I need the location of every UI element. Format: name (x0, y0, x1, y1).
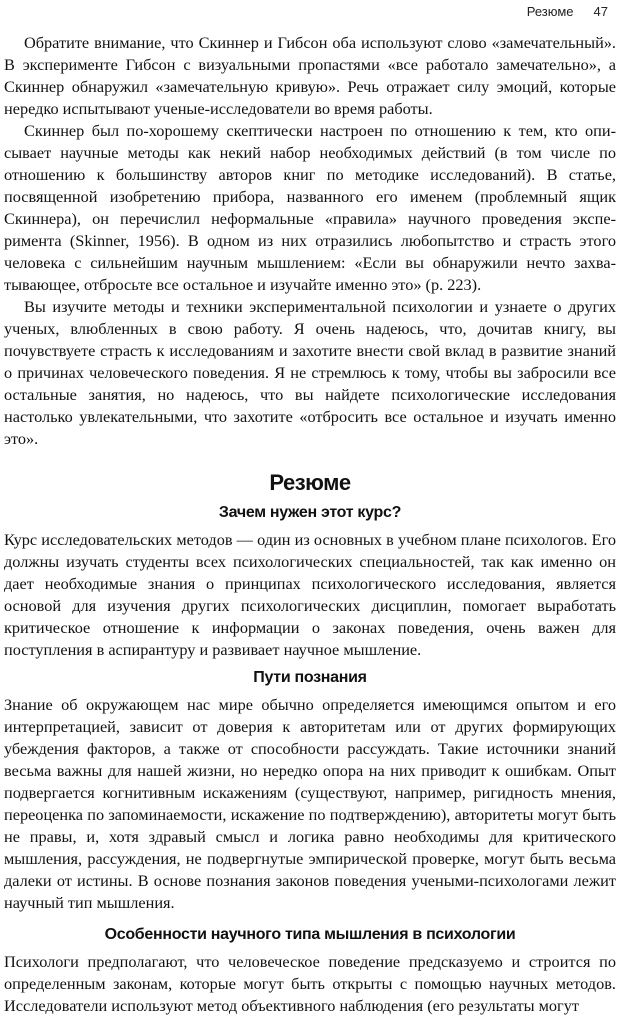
running-head (527, 0, 608, 22)
summary-title: Резюме (269, 470, 351, 495)
subsection-title-scientific-thinking: Особенности научного типа мышления в психологии (104, 926, 516, 943)
page-number: 47 (593, 3, 608, 19)
page-body (4, 32, 616, 1017)
subsection-title-course: Зачем нужен этот курс? (218, 504, 402, 521)
intro-paragraph-2: Скиннер был по-хорошему скептически настроен по отношению к тем, кто описывает научные методы как некий набор необходимых действий (в том числе по отношению к большинству авторов книг по методике исследований). В статье, посвященной изобретению прибора, названного его именем (проблемный ящик Скиннера), он перечислил неформальные «правила» научного проведения эксперимента (Skinner, 1956). В одном из них отразились любопытство и страсть этого человека с сильнейшим научным мышлением: «Если вы обнаружили нечто захватывающее, отбросьте все остальное и изучайте именно это» (р. 223). (4, 121, 616, 294)
subsection-text-ways-of-knowing: Знание об окружающем нас мире обычно определяется имеющимся опытом и его интерпретацией, зависит от доверия к авторитетам или от других формирующих убеждения факторов, а также от способности рассуждать. Такие источники знаний весьма важны для нашей жизни, но нередко опора на них приводит к ошибкам. Опыт подвергается когнитивным искажениям (существуют, например, ригидность мнения, переоценка по запоминаемости, искажение по подтверждению), авторитеты могут быть не правы, и, хотя здравый смысл и логика равно необходимы для критического мышления, рассуждения, не подвергнутые эмпирической проверке, могут быть весьма далеки от истины. В основе познания законов поведения учеными-психологами лежит научный тип мышления. (4, 695, 616, 912)
intro-paragraph-3: Вы изучите методы и техники экспериментальной психологии и узнаете о других ученых, влюбленных в свою работу. Я очень надеюсь, что, дочитав книгу, вы почувствуете страсть к исследованиям и захотите внести свой вклад в развитие знаний о причинах человеческого поведения. Я не стремлюсь к тому, чтобы вы забросили все остальные занятия, но надеюсь, что вы найдете психологические исследования настолько увлекательными, что захотите «отбросить все остальное и изучать именно это». (4, 297, 616, 448)
subsection-text-course: Курс исследовательских методов — один из основных в учебном плане психологов. Его должны изучать студенты всех психологических специальностей, так как именно он дает необходимые знания о принципах психологического исследования, является основой для изучения других психологических дисциплин, помогает выработать критическое отношение к информации о законах поведения, очень важен для поступления в аспирантуру и развивает научное мышление. (4, 530, 616, 659)
subsection-text-scientific-thinking: Психологи предполагают, что человеческое поведение предсказуемо и строится по определенным законам, которые могут быть открыты с помощью научных методов. Исследователи используют метод объективного наблюдения (его результаты могут (4, 952, 616, 1015)
intro-paragraph-1: Обратите внимание, что Скиннер и Гибсон оба используют слово «замечательный». В эксперименте Гибсон с визуальными пропастями «все работало замечательно», а Скиннер обнаружил «замечательную кривую». Речь отражает силу эмоций, которые нередко испытывают ученые-исследователи во время работы. (4, 33, 616, 118)
subsection-title-ways-of-knowing: Пути познания (253, 669, 367, 686)
running-head-section: Резюме (526, 3, 574, 19)
